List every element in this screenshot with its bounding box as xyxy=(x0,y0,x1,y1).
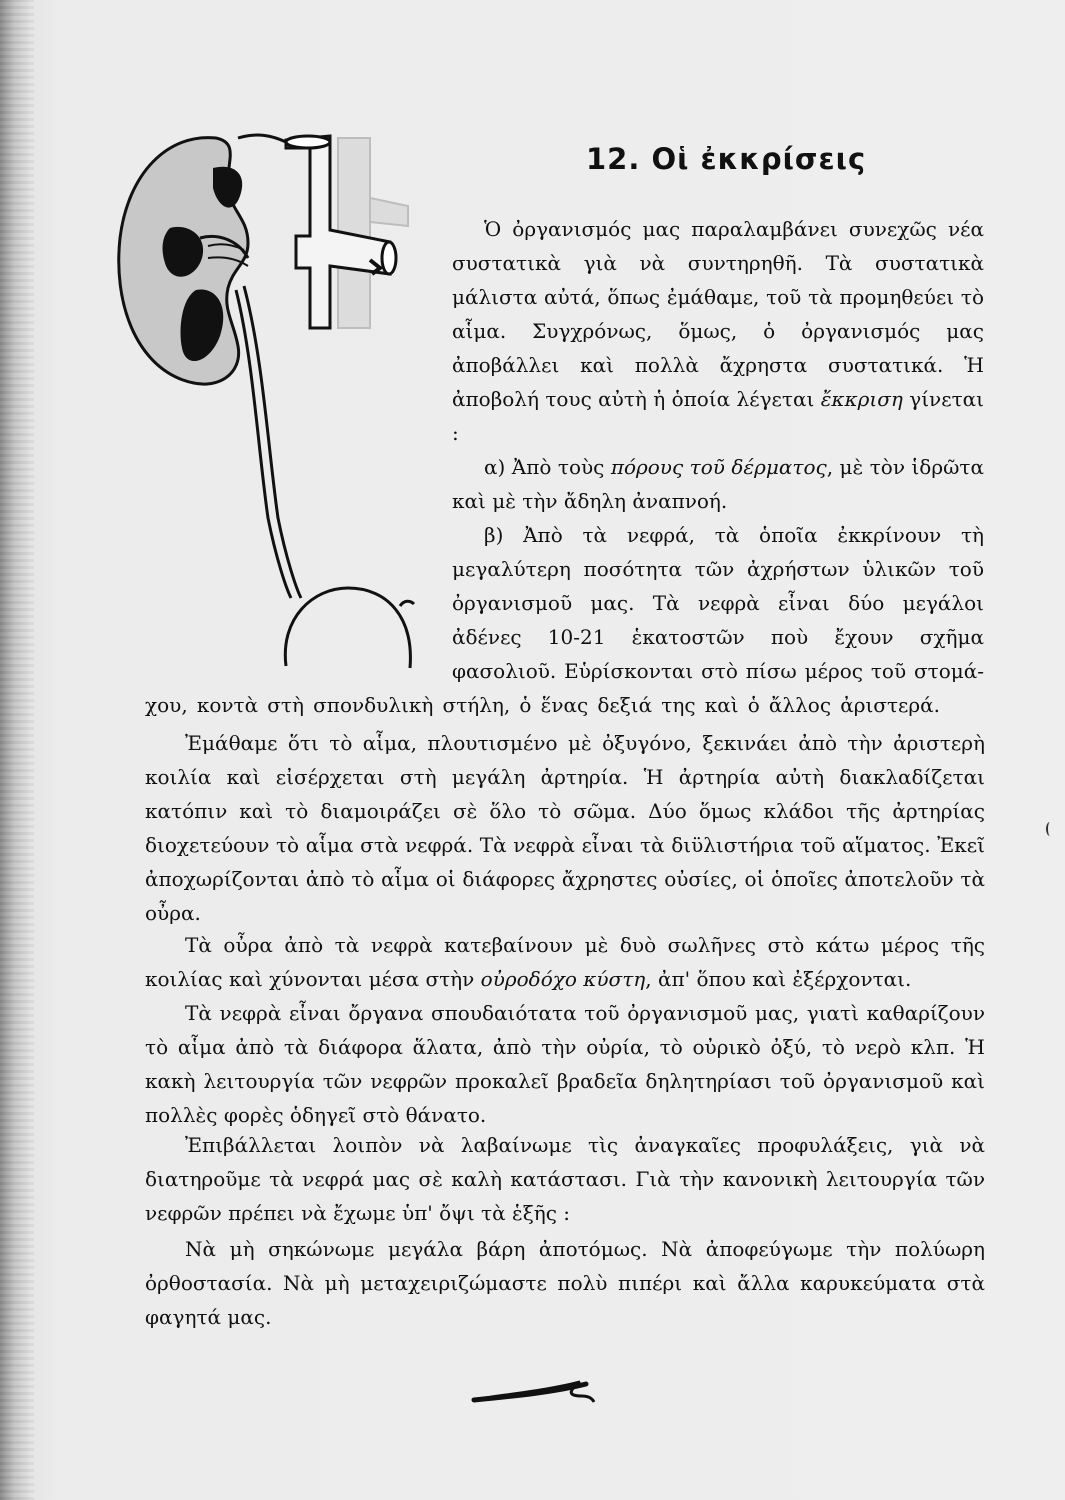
intro-text-before: Ὁ ὀργανισμός μας παραλαμβάνει συνεχῶς νέα συστατικὰ γιὰ νὰ συντηρηθῆ. Τὰ συστατικὰ μάλιστα αὐτά, ὅπως ἐμάθαμε, τοῦ τὰ προμηθεύει τὸ αἷμα. Συγχρόνως, ὅμως, ὁ ὀργανισμός μας ἀποβάλλει καὶ πολλὰ ἄχρηστα συστατικά. Ἡ ἀποβολή τους αὐτὴ ἡ ὁποία λέγεται xyxy=(452,217,984,411)
item-a-text: , μὲ τὸν ἱδρῶτα καὶ μὲ τὴν ἄδηλη ἀναπνοή. xyxy=(452,455,984,513)
margin-mark xyxy=(1046,822,1054,836)
section-title: 12. Οἱ ἐκκρίσεις xyxy=(586,142,867,176)
intro-text-after: γίνεται : xyxy=(452,387,984,445)
paragraph-blood-flow: Ἐμάθαμε ὅτι τὸ αἷμα, πλουτισμένο μὲ ὀξυγόνο, ξεκινάει ἀπὸ τὴν ἀριστερὴ κοιλία καὶ εἰσέρχεται στὴ μεγάλη ἀρτηρία. Ἡ ἀρτηρία αὐτὴ διακλαδίζεται κατόπιν καὶ τὸ διαμοιράζει σὲ ὅλο τὸ σῶμα. Δύο ὅμως κλάδοι τῆς ἀρτηρίας διοχετεύουν τὸ αἷμα στὰ νεφρά. Τὰ νεφρὰ εἶναι τὰ διϋλιστήρια τοῦ αἵματος. Ἐκεῖ ἀποχωρίζονται ἀπὸ τὸ αἷμα οἱ διάφορες ἄχρηστες οὐσίες, οἱ ὁποῖες ἀποτελοῦν τὰ οὖρα. xyxy=(145,731,985,925)
paragraph-urine-text-after: , ἀπ' ὅπου καὶ ἐξέρχονται. xyxy=(645,967,912,991)
item-b-continuation: χου, κοντὰ στὴ σπονδυλικὴ στήλη, ὁ ἕνας δεξιά της καὶ ὁ ἄλλος ἀριστερά. xyxy=(145,693,940,717)
paragraph-precautions: Ἐπιβάλλεται λοιπὸν νὰ λαβαίνωμε τὶς ἀναγκαῖες προφυλάξεις, γιὰ νὰ διατηροῦμε τὰ νεφρά μας σὲ καλὴ κατάστασι. Γιὰ τὴν κανονικὴ λειτουργία τῶν νεφρῶν πρέπει νὰ ἔχωμε ὑπ' ὄψι τὰ ἑξῆς : xyxy=(145,1133,985,1225)
end-flourish-ornament xyxy=(470,1370,610,1410)
kidney-urinary-illustration xyxy=(108,118,438,708)
intro-paragraph xyxy=(452,212,984,450)
paragraph-kidney-importance: Τὰ νεφρὰ εἶναι ὄργανα σπουδαιότατα τοῦ ὀργανισμοῦ μας, γιατὶ καθαρίζουν τὸ αἷμα ἀπὸ τὰ διάφορα ἅλατα, ἀπὸ τὴν οὐρία, τὸ οὐρικὸ ὀξύ, τὸ νερὸ κλπ. Ἡ κακὴ λειτουργία τῶν νεφρῶν προκαλεῖ βραδεῖα δηλητηρίασι τοῦ ὀργανισμοῦ καὶ πολλὲς φορὲς ὁδηγεῖ στὸ θάνατο. xyxy=(145,1001,985,1127)
paragraph-urine-text-before: Τὰ οὖρα ἀπὸ τὰ νεφρὰ κατεβαίνουν μὲ δυὸ σωλῆνες στὸ κάτω μέρος τῆς κοιλίας καὶ χύνονται μέσα στὴν xyxy=(145,933,985,991)
item-a-term: πόρους τοῦ δέρματος xyxy=(610,455,827,479)
paragraph-urine-bladder xyxy=(145,928,985,996)
item-a-label: α) Ἀπὸ τοὺς xyxy=(484,455,611,479)
item-b-paragraph: β) Ἀπὸ τὰ νεφρά, τὰ ὁποῖα ἐκκρίνουν τὴ μεγαλύτερη ποσότητα τῶν ἀχρήστων ὑλικῶν τοῦ ὀργανισμοῦ μας. Τὰ νεφρὰ εἶναι δύο μεγάλοι ἀδένες 10-21 ἑκατοστῶν ποὺ ἔχουν σχῆμα φασολιοῦ. Εὑρίσκονται στὸ πίσω μέρος τοῦ στομά- xyxy=(452,523,984,683)
intro-term-ekkrisi: ἔκκριση xyxy=(820,387,903,411)
paragraph-urine-term: οὐροδόχο κύστη xyxy=(480,967,646,991)
paragraph-advice: Νὰ μὴ σηκώνωμε μεγάλα βάρη ἀποτόμως. Νὰ ἀποφεύγωμε τὴν πολύωρη ὀρθοστασία. Νὰ μὴ μεταχειριζώμαστε πολὺ πιπέρι καὶ ἄλλα καρυκεύματα στὰ φαγητά μας. xyxy=(145,1237,985,1329)
page-binding-edge xyxy=(0,0,34,1500)
item-a-paragraph xyxy=(452,450,984,518)
